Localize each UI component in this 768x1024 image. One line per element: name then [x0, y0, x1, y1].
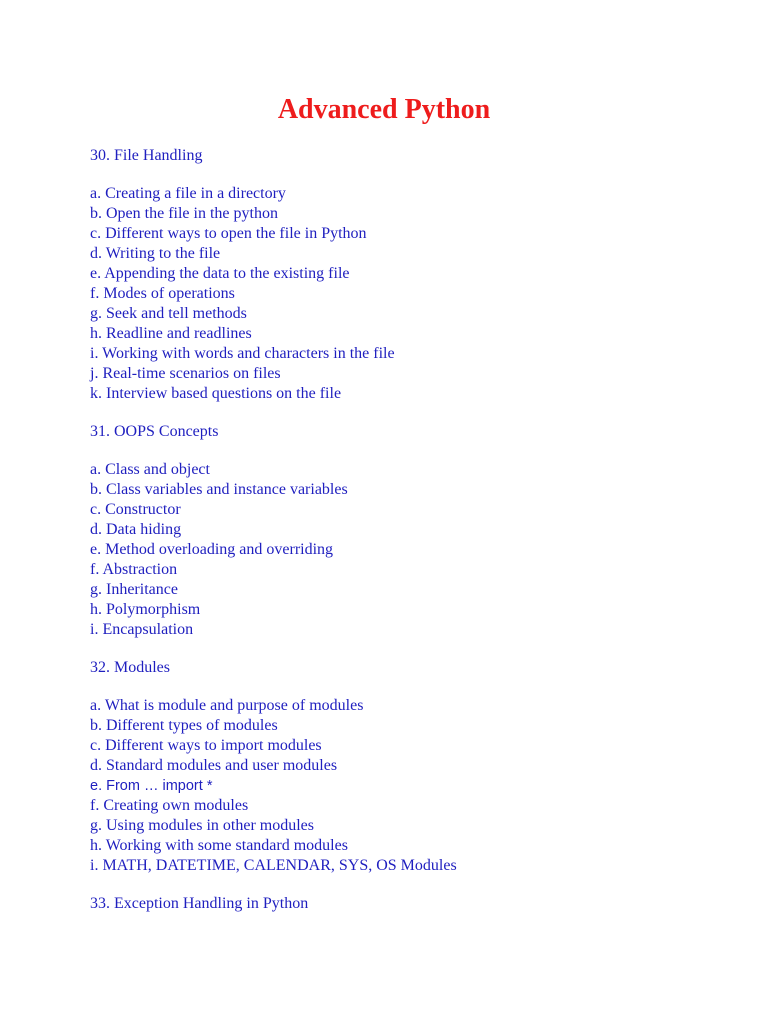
list-item: d. Data hiding [90, 521, 182, 538]
section-exception-handling [90, 894, 730, 914]
list-item: b. Different types of modules [90, 717, 278, 734]
list-item: a. Creating a file in a directory [90, 185, 286, 202]
list-item: i. MATH, DATETIME, CALENDAR, SYS, OS Modules [90, 857, 457, 874]
list-item: e. Method overloading and overriding [90, 541, 334, 558]
list-item: h. Readline and readlines [90, 325, 252, 342]
section-heading: 31. OOPS Concepts [90, 423, 219, 440]
list-item: d. Standard modules and user modules [90, 757, 338, 774]
section-heading: 33. Exception Handling in Python [90, 895, 309, 912]
list-item: f. Modes of operations [90, 285, 235, 302]
list-item: c. Different ways to import modules [90, 737, 322, 754]
section-modules [90, 658, 730, 876]
list-item: h. Polymorphism [90, 601, 201, 618]
list-item: f. Creating own modules [90, 797, 249, 814]
list-item: d. Writing to the file [90, 245, 221, 262]
list-item: e. Appending the data to the existing file [90, 265, 350, 282]
section-heading: 32. Modules [90, 659, 170, 676]
section-file-handling [90, 146, 730, 404]
list-item: i. Encapsulation [90, 621, 194, 638]
list-item: a. What is module and purpose of modules [90, 697, 364, 714]
list-item: g. Using modules in other modules [90, 817, 314, 834]
list-item: i. Working with words and characters in the file [90, 345, 395, 362]
document-content [90, 146, 730, 932]
list-item: j. Real-time scenarios on files [90, 365, 281, 382]
list-item: g. Inheritance [90, 581, 178, 598]
list-item: c. Different ways to open the file in Python [90, 225, 367, 242]
list-item: g. Seek and tell methods [90, 305, 247, 322]
document-title: Advanced Python [277, 94, 491, 125]
list-item: f. Abstraction [90, 561, 178, 578]
list-item: a. Class and object [90, 461, 210, 478]
list-item: b. Open the file in the python [90, 205, 278, 222]
section-oops-concepts [90, 422, 730, 640]
list-item: h. Working with some standard modules [90, 837, 348, 854]
list-item: b. Class variables and instance variables [90, 481, 348, 498]
list-item: e. From … import * [90, 778, 213, 794]
list-item: k. Interview based questions on the file [90, 385, 342, 402]
section-heading: 30. File Handling [90, 147, 203, 164]
list-item: c. Constructor [90, 501, 181, 518]
